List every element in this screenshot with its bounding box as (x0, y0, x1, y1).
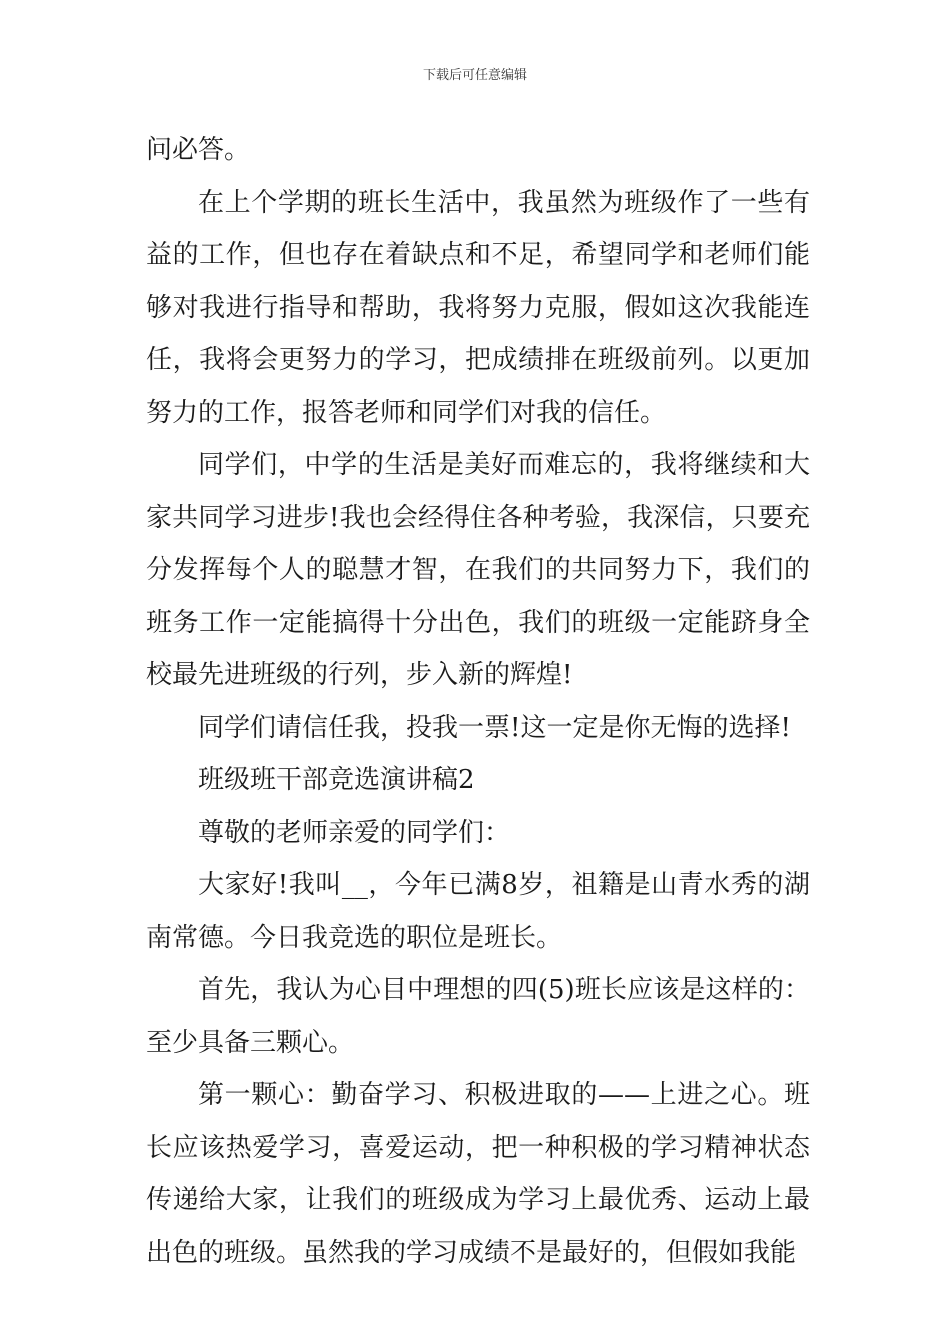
paragraph: 问必答。 (146, 135, 251, 165)
paragraph: 同学们请信任我，投我一票!这一定是你无悔的选择! (198, 712, 791, 743)
salutation: 尊敬的老师亲爱的同学们： (198, 817, 511, 848)
page-header: 下载后可任意编辑 (422, 68, 527, 83)
paragraph: 首先，我认为心目中理想的四(5)班长应该是这样的：至少具备三颗心。 (146, 975, 810, 1058)
paragraph: 大家好!我叫__，今年已满8岁，祖籍是山青水秀的湖南常德。今日我竞选的职位是班长。 (146, 870, 810, 953)
section-title: 班级班干部竞选演讲稿2 (198, 765, 475, 795)
paragraph: 在上个学期的班长生活中，我虽然为班级作了一些有益的工作，但也存在着缺点和不足，希望同学和老师们能够对我进行指导和帮助，我将努力克服，假如这次我能连任，我将会更努力的学习，把成绩排在班级前列。以更加努力的工作，报答老师和同学们对我的信任。 (146, 187, 810, 428)
paragraph: 同学们，中学的生活是美好而难忘的，我将继续和大家共同学习进步!我也会经得住各种考验，我深信，只要充分发挥每个人的聪慧才智，在我们的共同努力下，我们的班务工作一定能搞得十分出色，我们的班级一定能跻身全校最先进班级的行列，步入新的辉煌! (146, 450, 810, 690)
paragraph: 第一颗心：勤奋学习、积极进取的——上进之心。班长应该热爱学习，喜爱运动，把一种积极的学习精神状态传递给大家，让我们的班级成为学习上最优秀、运动上最出色的班级。虽然我的学习成绩不是最好的，但假如我能 (146, 1080, 810, 1268)
document-body (146, 124, 810, 1279)
